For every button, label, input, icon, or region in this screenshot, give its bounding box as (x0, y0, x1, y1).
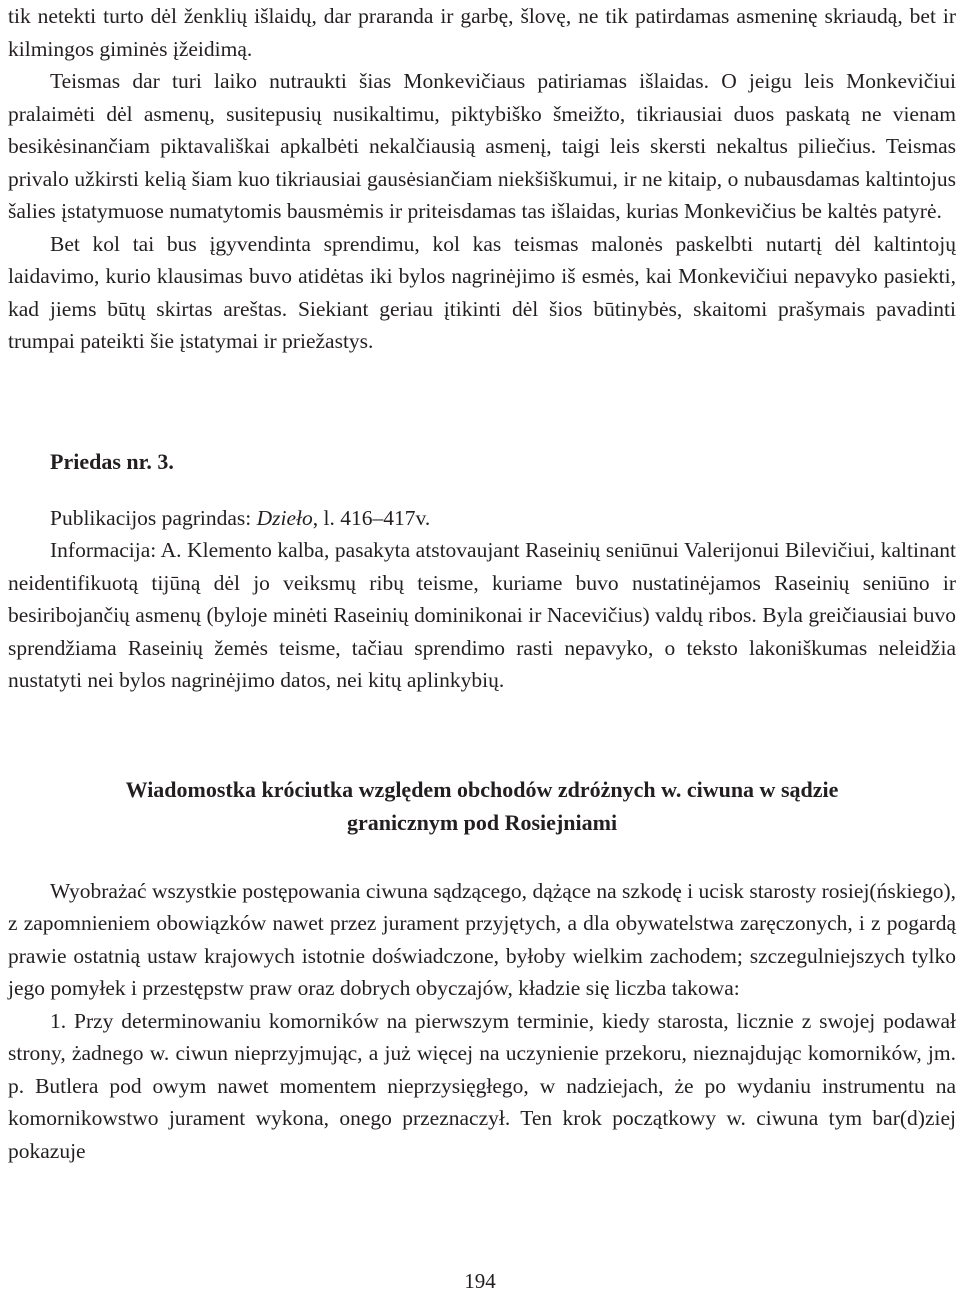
section-body (8, 875, 956, 1168)
appendix-information: Informacija: A. Klemento kalba, pasakyta atstovaujant Raseinių seniūnui Valerijonui Bilevičiui, kaltinant neidentifikuotą tijūną dėl jo veiksmų ribų teisme, kuriame buvo nustatinėjamos Raseinių seniūno ir besiribojančių asmenų (byloje minėti Raseinių dominikonai ir Nacevičius) valdų ribos. Byla greičiausiai buvo sprendžiama Raseinių žemės teisme, tačiau sprendimo rasti nepavyko, o teksto lakoniškumas neleidžia nustatyti nei bylos nagrinėjimo datos, nei kitų aplinkybių. (8, 538, 956, 692)
section-title (8, 773, 956, 839)
appendix-heading: Priedas nr. 3. (50, 448, 174, 474)
publication-title: Dzieło (256, 505, 313, 530)
publication-source (8, 502, 956, 535)
paragraph-court-expenses: Teismas dar turi laiko nutraukti šias Monkevičiaus patiriamas išlaidas. O jeigu leis Monkevičiui pralaimėti dėl asmenų, susitepusių nusikaltimu, piktybiško šmeižto, tikriausiai duos paskatą ne vienam besikėsinančiam piktavališkai apkalbėti nekalčiausią asmenį, taigi leis skersti nekaltus piliečius. Teismas privalo užkirsti kelią šiam kuo tikriausiai gausėsiančiam niekšiškumui, ir ne kitaip, o nubausdamas kaltintojus šalies įstatymuose numatytomis bausmėmis ir priteisdamas tas išlaidas, kurias Monkevičius be kaltės patyrė. (8, 69, 956, 223)
paragraph-court-ruling: Bet kol tai bus įgyvendinta sprendimu, kol kas teismas malonės paskelbti nutartį dėl kaltintojų laidavimo, kurio klausimas buvo atidėtas iki bylos nagrinėjimo iš esmės, kai Monkevičiui nepavyko pasiekti, kad jiems būtų skirtas areštas. Siekiant geriau įtikinti dėl šios būtinybės, skaitomi prašymais pavadinti trumpai pateikti šie įstatymai ir priežastys. (8, 231, 956, 353)
section-paragraph-point-1: 1. Przy determinowaniu komorników na pierwszym terminie, kiedy starosta, licznie z swojej podawał strony, żadnego w. ciwun nieprzyjmując, a już więcej na uczynienie przekoru, nieznajdując komorników, jm. p. Butlera pod owym nawet momentem nieprzysięgłego, w nadziejach, że po wydaniu instrumentu na komornikowstwo jurament wykona, onego przeznaczył. Ten krok początkowy w. ciwuna tym bar(d)ziej pokazuje (8, 1008, 956, 1163)
section-title-line-1: Wiadomostka króciutka względem obchodów zdróżnych w. ciwuna w sądzie (125, 776, 839, 802)
appendix-info-block (8, 502, 956, 697)
publication-suffix: , l. 416–417v. (312, 505, 431, 530)
paragraph-continuation: tik netekti turto dėl ženklių išlaidų, dar praranda ir garbę, šlovę, ne tik patirdamas asmeninę skriaudą, bet ir kilmingos giminės įžeidimą. (8, 4, 956, 61)
publication-prefix: Publikacijos pagrindas: (50, 505, 257, 530)
section-title-line-2: granicznym pod Rosiejniami (346, 809, 618, 835)
section-paragraph-intro: Wyobrażać wszystkie postępowania ciwuna sądzącego, dążące na szkodę i ucisk starosty rosiej(ńskiego), z zapomnieniem obowiązków nawet przez jurament przyjętych, a dla obywatelstwa zaręczonych, i z pogardą prawie ostatnią ustaw krajowych istotnie doświadczone, byłoby wielkim zachodem; szczegulniejszych tylko jego pomyłek i przestępstw praw oraz dobrych obyczajów, kładzie się liczba takowa: (8, 878, 956, 1000)
page-number: 194 (464, 1269, 496, 1293)
document-page (8, 0, 956, 1167)
